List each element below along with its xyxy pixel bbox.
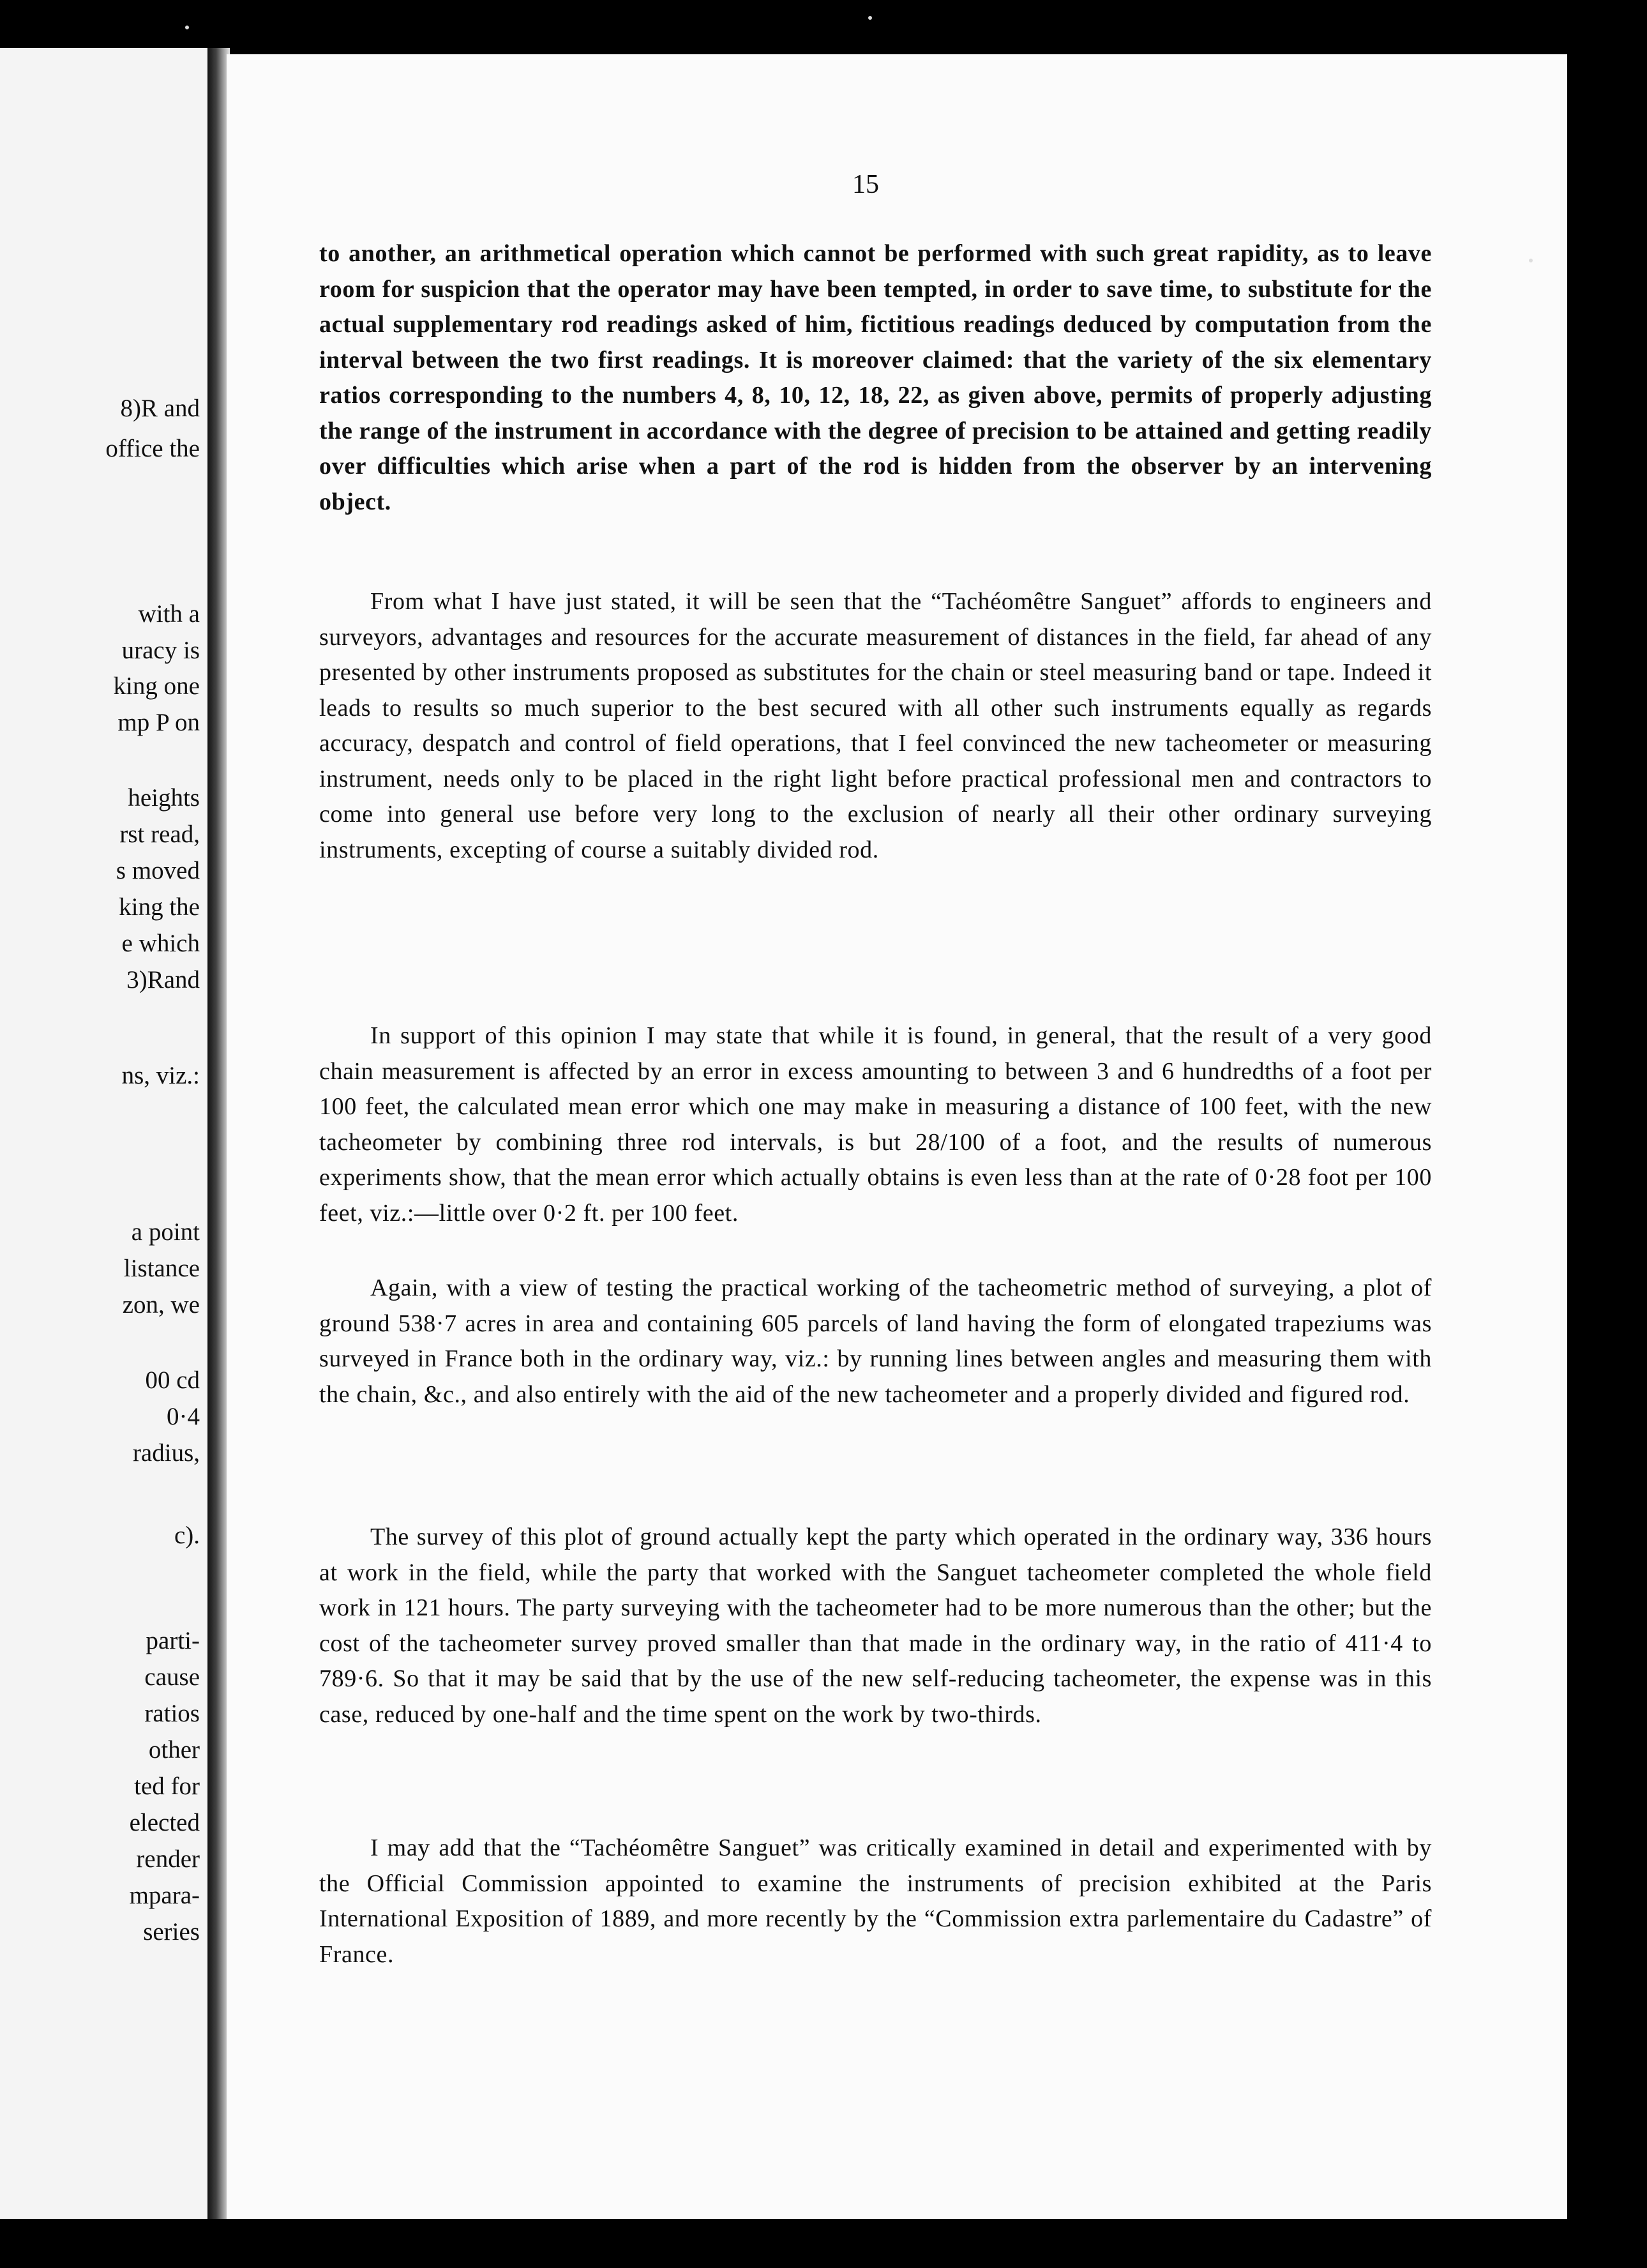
paragraph-1: to another, an arithmetical operation which cannot be performed with such great rapidity, as to leave room for suspicion that the operator may have been tempted, in order to save time, to substitute for the actual supplementary rod readings asked of him, fictitious readings deduced by computation from the interval between the two first readings. It is moreover claimed: that the variety of the six elementary ratios corresponding to the numbers 4, 8, 10, 12, 18, 22, as given above, permits of properly adjusting the range of the instrument in accordance with the degree of precision to be attained and getting readily over difficulties which arise when a part of the rod is hidden from the observer by an intervening object. bbox=[319, 240, 1432, 515]
facing-page-line: c). bbox=[174, 1522, 200, 1549]
facing-page-line: rst read, bbox=[119, 820, 200, 848]
facing-page-line: 8)R and bbox=[120, 395, 200, 422]
scan-speck bbox=[868, 16, 872, 20]
facing-page-line: series bbox=[143, 1918, 200, 1946]
paragraph-5: The survey of this plot of ground actually kept the party which operated in the ordinary way, 336 hours at work in the field, while the party that worked with the Sanguet tacheometer completed the whole field work in 121 hours. The party surveying with the tacheometer had to be more numerous than the other; but the cost of the tacheometer survey proved smaller than that made in the ordinary way, in the ratio of 411·4 to 789·6. So that it may be said that by the use of the new self-reducing tacheometer, the expense was in this case, reduced by one-half and the time spent on the work by two-thirds. bbox=[319, 1523, 1432, 1728]
facing-page-line: king one bbox=[113, 672, 200, 700]
facing-page-edge bbox=[0, 48, 207, 2219]
facing-page-line: king the bbox=[119, 893, 200, 921]
facing-page-line: elected bbox=[129, 1809, 200, 1836]
facing-page-line: zon, we bbox=[122, 1291, 200, 1319]
facing-page-line: 3)Rand bbox=[126, 966, 200, 994]
facing-page-line: ted for bbox=[134, 1773, 200, 1800]
facing-page-line: render bbox=[136, 1845, 200, 1873]
facing-page-line: e which bbox=[121, 930, 200, 957]
facing-page-line: listance bbox=[123, 1255, 200, 1282]
facing-page-line: a point bbox=[131, 1218, 200, 1246]
facing-page-line: ns, viz.: bbox=[121, 1062, 200, 1089]
facing-page-line: heights bbox=[128, 784, 200, 812]
facing-page-line: s moved bbox=[116, 857, 200, 884]
facing-page-line: mpara- bbox=[129, 1882, 200, 1909]
page-number: 15 bbox=[852, 170, 879, 199]
book-page bbox=[227, 54, 1567, 2219]
facing-page-line: 00 cd bbox=[145, 1366, 200, 1394]
paragraph-3: In support of this opinion I may state that while it is found, in general, that the result of a very good chain measurement is affected by an error in excess amounting to between 3 and 6 hundredths of a foot per 100 feet, the calculated mean error which one may make in measuring a distance of 100 feet, with the new tacheometer by combining three rod intervals, is but 28/100 of a foot, and the results of numerous experiments show, that the mean error which actually obtains is even less than at the rate of 0·28 foot per 100 feet, viz.:—little over 0·2 ft. per 100 feet. bbox=[319, 1022, 1432, 1227]
scan-speck bbox=[185, 26, 189, 29]
facing-page-line: office the bbox=[105, 435, 200, 462]
facing-page-line: ratios bbox=[144, 1700, 200, 1727]
facing-page-line: cause bbox=[144, 1663, 200, 1691]
facing-page-line: mp P on bbox=[117, 709, 200, 736]
facing-page-line: with a bbox=[138, 600, 200, 628]
paragraph-6: I may add that the “Tachéomêtre Sanguet” was critically examined in detail and experimented with by the Official Commission appointed to examine the instruments of precision exhibited at the Paris International Exposition of 1889, and more recently by the “Commission extra parlementaire du Cadastre” of France. bbox=[319, 1834, 1432, 1968]
facing-page-line: radius, bbox=[132, 1439, 200, 1467]
facing-page-line: uracy is bbox=[121, 637, 200, 664]
facing-page-line: parti- bbox=[146, 1627, 200, 1654]
scan-speck bbox=[1529, 259, 1533, 262]
paragraph-2: From what I have just stated, it will be seen that the “Tachéomêtre Sanguet” affords to engineers and surveyors, advantages and resources for the accurate measurement of distances in the field, far ahead of any presented by other instruments proposed as substitutes for the chain or steel measuring band or tape. Indeed it leads to results so much superior to the best secured with all other such instruments equally as regards accuracy, despatch and control of field operations, that I feel convinced the new tacheometer or measuring instrument, needs only to be placed in the right light before practical professional men and contractors to come into general use before very long to the exclusion of nearly all their other ordinary surveying instruments, excepting of course a suitably divided rod. bbox=[319, 588, 1432, 863]
facing-page-line: 0·4 bbox=[167, 1403, 200, 1430]
paragraph-4: Again, with a view of testing the practical working of the tacheometric method of surveying, a plot of ground 538·7 acres in area and containing 605 parcels of land having the form of elongated trapeziums was surveyed in France both in the ordinary way, viz.: by running lines between angles and measuring them with the chain, &c., and also entirely with the aid of the new tacheometer and a properly divided and figured rod. bbox=[319, 1274, 1432, 1408]
facing-page-line: other bbox=[148, 1736, 200, 1764]
